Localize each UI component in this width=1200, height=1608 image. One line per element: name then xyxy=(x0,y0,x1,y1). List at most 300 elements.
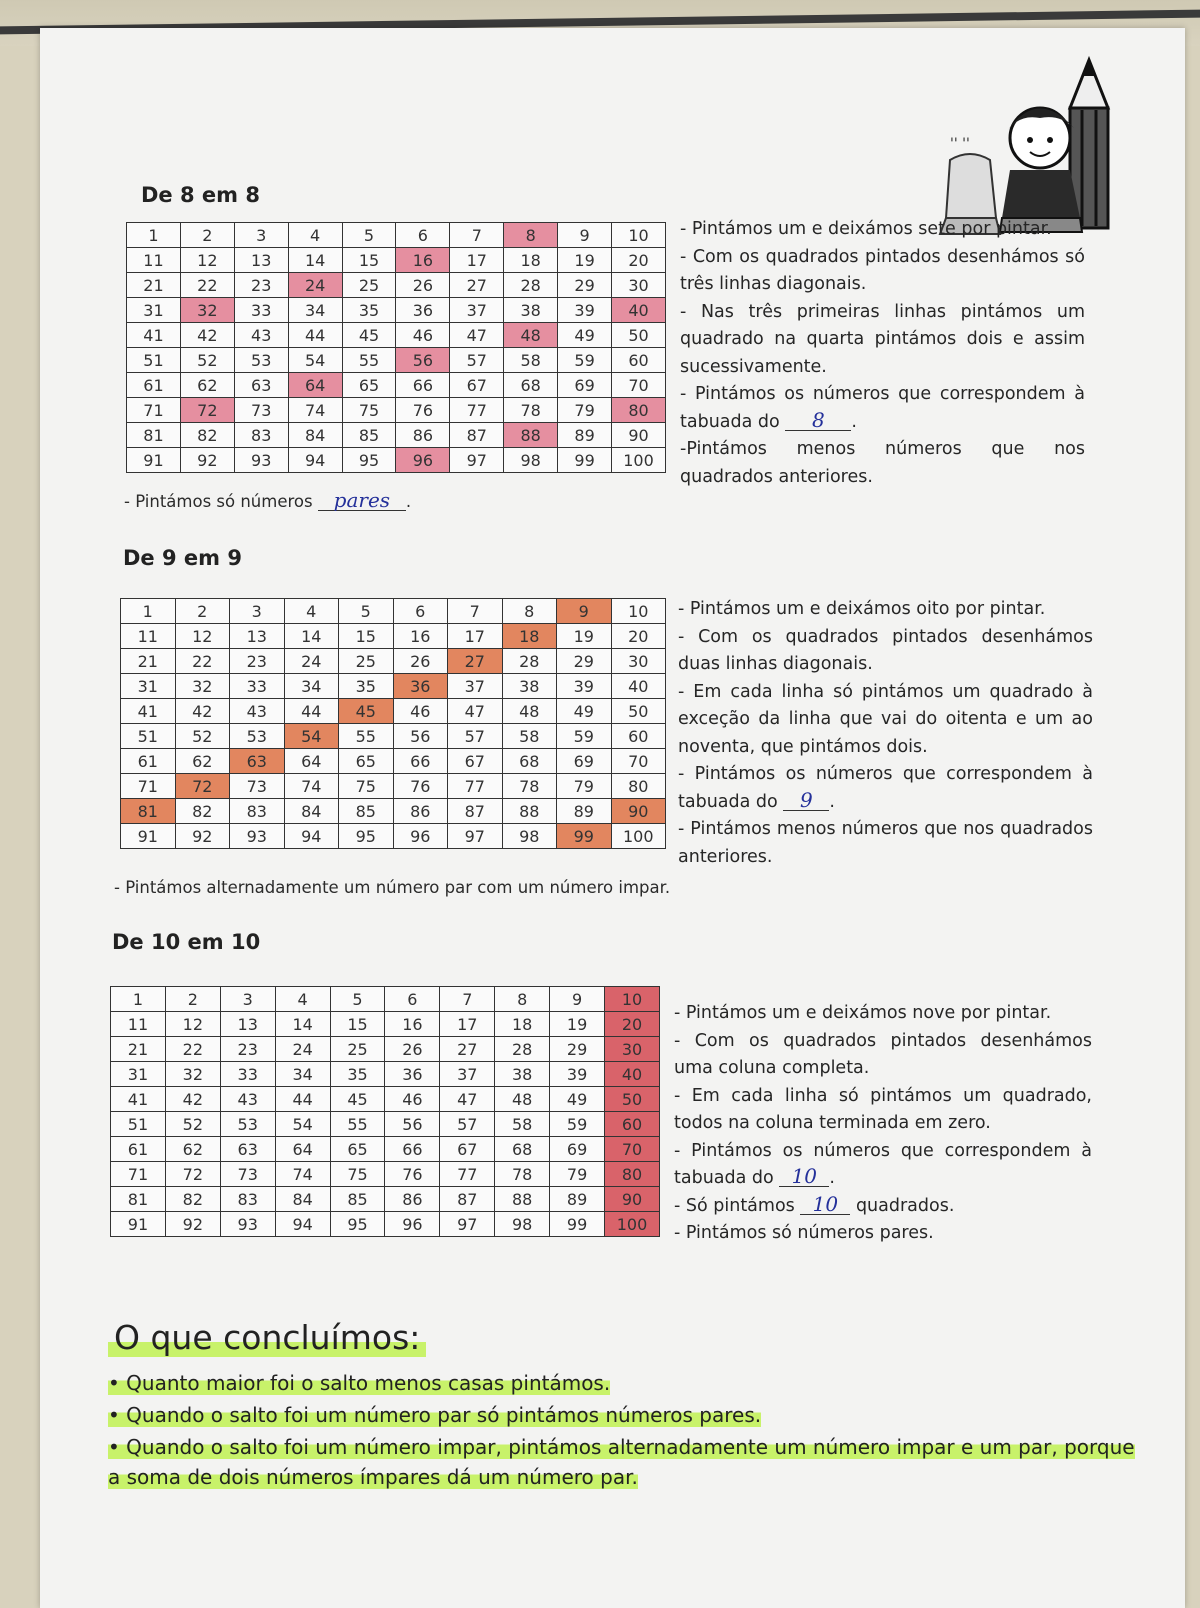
grid-cell: 47 xyxy=(440,1087,495,1112)
grid-row xyxy=(127,298,666,323)
grid-cell: 84 xyxy=(275,1187,330,1212)
grid-row xyxy=(127,348,666,373)
grid-cell: 9 xyxy=(558,223,612,248)
grid-row xyxy=(121,649,666,674)
grid-cell: 40 xyxy=(611,674,666,699)
grid-cell: 23 xyxy=(220,1037,275,1062)
grid-cell: 6 xyxy=(393,599,448,624)
grid-cell: 68 xyxy=(504,373,558,398)
grid-cell-painted: 45 xyxy=(339,699,394,724)
grid-cell: 82 xyxy=(165,1187,220,1212)
section-9-line: - Em cada linha só pintámos um quadrado à exceção da linha que vai do oitenta e um ao noventa, que pintámos dois. xyxy=(678,681,1093,757)
grid-row xyxy=(121,749,666,774)
grid-cell: 93 xyxy=(234,448,288,473)
grid-cell: 51 xyxy=(111,1112,166,1137)
worksheet-page xyxy=(40,28,1185,1608)
grid-cell: 39 xyxy=(557,674,612,699)
grid-cell-painted: 16 xyxy=(396,248,450,273)
grid-cell: 100 xyxy=(611,824,666,849)
grid-cell: 15 xyxy=(342,248,396,273)
grid-row xyxy=(111,1087,660,1112)
grid-cell: 7 xyxy=(450,223,504,248)
number-grid-10 xyxy=(110,986,660,1237)
grid-cell: 14 xyxy=(275,1012,330,1037)
grid-cell: 69 xyxy=(558,373,612,398)
grid-cell: 38 xyxy=(504,298,558,323)
grid-cell: 84 xyxy=(288,423,342,448)
grid-cell: 59 xyxy=(558,348,612,373)
grid-cell-painted: 96 xyxy=(396,448,450,473)
grid-cell: 5 xyxy=(339,599,394,624)
grid-cell: 79 xyxy=(557,774,612,799)
grid-cell: 75 xyxy=(330,1162,385,1187)
grid-cell: 69 xyxy=(557,749,612,774)
grid-cell: 89 xyxy=(557,799,612,824)
grid-cell: 29 xyxy=(557,649,612,674)
grid-cell: 26 xyxy=(393,649,448,674)
grid-cell: 64 xyxy=(275,1137,330,1162)
grid-cell: 49 xyxy=(557,699,612,724)
section-8-line: - Com os quadrados pintados desenhámos só três linhas diagonais. xyxy=(680,246,1085,294)
grid-row xyxy=(111,1112,660,1137)
grid-cell: 35 xyxy=(330,1062,385,1087)
grid-cell-painted: 80 xyxy=(612,398,666,423)
grid-cell: 43 xyxy=(220,1087,275,1112)
grid-cell: 91 xyxy=(127,448,181,473)
grid-cell: 49 xyxy=(550,1087,605,1112)
grid-cell: 99 xyxy=(558,448,612,473)
section-8-line: - Pintámos um e deixámos sete por pintar. xyxy=(680,219,1052,239)
grid-cell: 55 xyxy=(342,348,396,373)
section-10-line: - Pintámos só números pares. xyxy=(674,1223,934,1243)
section-9-line: - Pintámos menos números que nos quadrados anteriores. xyxy=(678,819,1093,867)
grid-cell: 22 xyxy=(180,273,234,298)
handwritten-answer: pares xyxy=(318,490,406,511)
grid-cell: 75 xyxy=(342,398,396,423)
section-8-tabuada-line: - Pintámos os números que correspondem à tabuada do 8 . xyxy=(680,384,1085,432)
grid-cell: 33 xyxy=(234,298,288,323)
grid-cell: 62 xyxy=(175,749,230,774)
grid-cell: 18 xyxy=(504,248,558,273)
grid-cell: 3 xyxy=(234,223,288,248)
grid-cell: 26 xyxy=(385,1037,440,1062)
grid-cell: 14 xyxy=(284,624,339,649)
grid-cell: 31 xyxy=(121,674,176,699)
grid-cell: 49 xyxy=(558,323,612,348)
grid-cell: 68 xyxy=(502,749,557,774)
grid-cell: 61 xyxy=(121,749,176,774)
grid-cell: 42 xyxy=(175,699,230,724)
grid-cell: 53 xyxy=(230,724,285,749)
grid-row xyxy=(111,1162,660,1187)
section-10-count-line: - Só pintámos 10 quadrados. xyxy=(674,1191,955,1216)
grid-cell: 36 xyxy=(396,298,450,323)
grid-cell: 85 xyxy=(339,799,394,824)
grid-cell: 50 xyxy=(612,323,666,348)
grid-cell: 25 xyxy=(330,1037,385,1062)
grid-row xyxy=(127,423,666,448)
grid-cell: 89 xyxy=(550,1187,605,1212)
grid-cell: 71 xyxy=(121,774,176,799)
grid-cell: 84 xyxy=(284,799,339,824)
grid-cell: 20 xyxy=(611,624,666,649)
grid-cell: 56 xyxy=(385,1112,440,1137)
grid-cell: 63 xyxy=(220,1137,275,1162)
grid-cell: 51 xyxy=(121,724,176,749)
grid-cell: 89 xyxy=(558,423,612,448)
grid-cell: 10 xyxy=(611,599,666,624)
grid-row xyxy=(111,1137,660,1162)
grid-cell: 43 xyxy=(230,699,285,724)
grid-cell-painted: 50 xyxy=(605,1087,660,1112)
section-9-description xyxy=(678,596,1093,871)
number-grid-8 xyxy=(126,222,666,473)
grid-cell-painted: 90 xyxy=(605,1187,660,1212)
grid-cell: 48 xyxy=(495,1087,550,1112)
conclusion-title: O que concluímos: xyxy=(108,1318,426,1357)
grid-cell: 71 xyxy=(111,1162,166,1187)
grid-row xyxy=(111,987,660,1012)
grid-cell: 98 xyxy=(502,824,557,849)
grid-cell: 79 xyxy=(558,398,612,423)
conclusion-item: • Quando o salto foi um número par só pintámos números pares. xyxy=(108,1403,762,1427)
grid-cell: 85 xyxy=(330,1187,385,1212)
grid-row xyxy=(121,699,666,724)
grid-cell: 39 xyxy=(550,1062,605,1087)
grid-cell: 13 xyxy=(234,248,288,273)
grid-cell-painted: 70 xyxy=(605,1137,660,1162)
grid-cell: 87 xyxy=(448,799,503,824)
grid-cell-painted: 24 xyxy=(288,273,342,298)
grid-cell: 61 xyxy=(111,1137,166,1162)
grid-row xyxy=(127,373,666,398)
grid-cell: 69 xyxy=(550,1137,605,1162)
grid-cell: 58 xyxy=(504,348,558,373)
grid-cell: 95 xyxy=(342,448,396,473)
grid-cell: 98 xyxy=(504,448,558,473)
grid-cell: 63 xyxy=(234,373,288,398)
grid-cell: 17 xyxy=(450,248,504,273)
grid-cell-painted: 64 xyxy=(288,373,342,398)
grid-cell-painted: 54 xyxy=(284,724,339,749)
grid-cell: 29 xyxy=(558,273,612,298)
grid-cell: 25 xyxy=(342,273,396,298)
grid-cell: 28 xyxy=(495,1037,550,1062)
grid-cell: 2 xyxy=(175,599,230,624)
grid-cell: 35 xyxy=(342,298,396,323)
grid-cell: 94 xyxy=(275,1212,330,1237)
grid-cell: 30 xyxy=(612,273,666,298)
grid-row xyxy=(127,323,666,348)
grid-cell-painted: 99 xyxy=(557,824,612,849)
grid-cell: 22 xyxy=(165,1037,220,1062)
grid-cell: 66 xyxy=(396,373,450,398)
grid-cell: 25 xyxy=(339,649,394,674)
handwritten-answer: 10 xyxy=(779,1166,829,1187)
grid-cell: 44 xyxy=(275,1087,330,1112)
grid-cell: 60 xyxy=(612,348,666,373)
grid-cell: 42 xyxy=(165,1087,220,1112)
grid-cell: 82 xyxy=(180,423,234,448)
number-grid-9 xyxy=(120,598,666,849)
grid-cell: 72 xyxy=(165,1162,220,1187)
grid-cell: 47 xyxy=(448,699,503,724)
grid-cell: 45 xyxy=(342,323,396,348)
grid-cell: 59 xyxy=(550,1112,605,1137)
grid-row xyxy=(127,273,666,298)
grid-cell: 58 xyxy=(502,724,557,749)
grid-cell: 37 xyxy=(450,298,504,323)
grid-cell: 13 xyxy=(230,624,285,649)
grid-cell: 38 xyxy=(502,674,557,699)
grid-cell: 70 xyxy=(612,373,666,398)
grid-cell: 96 xyxy=(393,824,448,849)
grid-cell: 82 xyxy=(175,799,230,824)
section-10-tabuada-line: - Pintámos os números que correspondem à tabuada do 10 . xyxy=(674,1140,1092,1188)
section-10-line: - Em cada linha só pintámos um quadrado, todos na coluna terminada em zero. xyxy=(674,1085,1092,1133)
grid-row xyxy=(121,674,666,699)
grid-cell: 98 xyxy=(495,1212,550,1237)
grid-cell: 95 xyxy=(339,824,394,849)
grid-cell: 13 xyxy=(220,1012,275,1037)
grid-cell: 85 xyxy=(342,423,396,448)
grid-cell: 2 xyxy=(180,223,234,248)
conclusion-item: • Quanto maior foi o salto menos casas pintámos. xyxy=(108,1371,611,1395)
grid-cell: 1 xyxy=(111,987,166,1012)
grid-row xyxy=(127,448,666,473)
grid-cell: 83 xyxy=(234,423,288,448)
grid-cell: 96 xyxy=(385,1212,440,1237)
grid-cell: 81 xyxy=(111,1187,166,1212)
grid-cell: 52 xyxy=(180,348,234,373)
grid-row xyxy=(121,599,666,624)
grid-cell: 44 xyxy=(284,699,339,724)
section-8-heading: De 8 em 8 xyxy=(141,183,260,207)
grid-cell-painted: 32 xyxy=(180,298,234,323)
grid-cell: 73 xyxy=(230,774,285,799)
grid-cell: 74 xyxy=(288,398,342,423)
grid-cell: 1 xyxy=(121,599,176,624)
grid-cell: 88 xyxy=(502,799,557,824)
grid-cell: 100 xyxy=(612,448,666,473)
grid-cell: 53 xyxy=(234,348,288,373)
grid-cell: 23 xyxy=(234,273,288,298)
grid-cell: 65 xyxy=(339,749,394,774)
grid-cell: 67 xyxy=(450,373,504,398)
grid-cell: 58 xyxy=(495,1112,550,1137)
grid-cell: 86 xyxy=(393,799,448,824)
section-9-line: - Pintámos um e deixámos oito por pintar. xyxy=(678,599,1046,619)
grid-cell-painted: 36 xyxy=(393,674,448,699)
grid-cell-painted: 30 xyxy=(605,1037,660,1062)
grid-cell: 73 xyxy=(234,398,288,423)
grid-cell-painted: 81 xyxy=(121,799,176,824)
grid-cell: 12 xyxy=(180,248,234,273)
grid-cell: 26 xyxy=(396,273,450,298)
grid-cell: 4 xyxy=(275,987,330,1012)
grid-cell-painted: 100 xyxy=(605,1212,660,1237)
section-8-line: -Pintámos menos números que nos quadrados anteriores. xyxy=(680,439,1085,487)
grid-cell: 35 xyxy=(339,674,394,699)
grid-cell: 54 xyxy=(288,348,342,373)
grid-cell: 19 xyxy=(550,1012,605,1037)
grid-cell-painted: 72 xyxy=(180,398,234,423)
grid-cell: 33 xyxy=(220,1062,275,1087)
grid-cell-painted: 48 xyxy=(504,323,558,348)
grid-cell: 17 xyxy=(448,624,503,649)
grid-cell: 77 xyxy=(440,1162,495,1187)
grid-cell: 77 xyxy=(450,398,504,423)
grid-cell: 24 xyxy=(284,649,339,674)
grid-cell: 39 xyxy=(558,298,612,323)
section-8-line: - Nas três primeiras linhas pintámos um quadrado na quarta pintámos dois e assim sucessivamente. xyxy=(680,301,1085,377)
grid-row xyxy=(127,248,666,273)
grid-cell: 92 xyxy=(165,1212,220,1237)
grid-cell: 79 xyxy=(550,1162,605,1187)
grid-cell: 76 xyxy=(393,774,448,799)
grid-cell: 41 xyxy=(127,323,181,348)
grid-cell: 27 xyxy=(440,1037,495,1062)
grid-cell: 31 xyxy=(127,298,181,323)
grid-row xyxy=(111,1037,660,1062)
grid-cell: 6 xyxy=(385,987,440,1012)
grid-cell: 66 xyxy=(385,1137,440,1162)
grid-cell: 46 xyxy=(396,323,450,348)
grid-cell: 45 xyxy=(330,1087,385,1112)
grid-cell: 46 xyxy=(393,699,448,724)
grid-cell-painted: 60 xyxy=(605,1112,660,1137)
grid-row xyxy=(111,1012,660,1037)
grid-cell: 5 xyxy=(330,987,385,1012)
grid-cell: 95 xyxy=(330,1212,385,1237)
grid-cell: 97 xyxy=(450,448,504,473)
grid-cell: 14 xyxy=(288,248,342,273)
grid-cell: 77 xyxy=(448,774,503,799)
grid-cell: 57 xyxy=(440,1112,495,1137)
grid-cell: 32 xyxy=(165,1062,220,1087)
child-with-pencil-illustration xyxy=(910,48,1150,238)
section-9-heading: De 9 em 9 xyxy=(123,546,242,570)
grid-cell: 15 xyxy=(339,624,394,649)
grid-row xyxy=(127,398,666,423)
grid-cell: 10 xyxy=(612,223,666,248)
grid-cell-painted: 90 xyxy=(611,799,666,824)
grid-cell: 38 xyxy=(495,1062,550,1087)
grid-row xyxy=(121,799,666,824)
grid-cell: 78 xyxy=(495,1162,550,1187)
grid-cell: 88 xyxy=(495,1187,550,1212)
grid-cell: 44 xyxy=(288,323,342,348)
grid-cell: 31 xyxy=(111,1062,166,1087)
grid-cell: 67 xyxy=(448,749,503,774)
grid-row xyxy=(121,774,666,799)
grid-cell: 34 xyxy=(275,1062,330,1087)
grid-cell: 21 xyxy=(111,1037,166,1062)
grid-cell: 67 xyxy=(440,1137,495,1162)
grid-cell: 16 xyxy=(393,624,448,649)
grid-cell: 56 xyxy=(393,724,448,749)
grid-cell: 76 xyxy=(385,1162,440,1187)
grid-cell-painted: 40 xyxy=(612,298,666,323)
grid-cell: 86 xyxy=(396,423,450,448)
grid-cell: 5 xyxy=(342,223,396,248)
grid-cell-painted: 10 xyxy=(605,987,660,1012)
grid-cell: 71 xyxy=(127,398,181,423)
grid-cell: 80 xyxy=(611,774,666,799)
grid-cell: 46 xyxy=(385,1087,440,1112)
grid-cell: 48 xyxy=(502,699,557,724)
grid-cell: 93 xyxy=(220,1212,275,1237)
grid-cell: 36 xyxy=(385,1062,440,1087)
grid-cell: 30 xyxy=(611,649,666,674)
grid-cell: 18 xyxy=(495,1012,550,1037)
grid-cell: 97 xyxy=(440,1212,495,1237)
grid-cell: 29 xyxy=(550,1037,605,1062)
grid-cell: 81 xyxy=(127,423,181,448)
grid-cell: 19 xyxy=(558,248,612,273)
grid-cell: 55 xyxy=(339,724,394,749)
section-8-description xyxy=(680,216,1085,491)
grid-row xyxy=(121,824,666,849)
grid-cell: 83 xyxy=(220,1187,275,1212)
section-9-note: - Pintámos alternadamente um número par com um número impar. xyxy=(114,878,671,897)
grid-cell: 73 xyxy=(220,1162,275,1187)
grid-cell: 22 xyxy=(175,649,230,674)
grid-cell-painted: 40 xyxy=(605,1062,660,1087)
grid-cell: 62 xyxy=(180,373,234,398)
grid-cell: 34 xyxy=(284,674,339,699)
grid-row xyxy=(127,223,666,248)
grid-cell: 20 xyxy=(612,248,666,273)
grid-cell: 62 xyxy=(165,1137,220,1162)
grid-cell: 55 xyxy=(330,1112,385,1137)
grid-cell-painted: 8 xyxy=(504,223,558,248)
grid-cell: 78 xyxy=(502,774,557,799)
grid-cell: 7 xyxy=(440,987,495,1012)
grid-cell: 4 xyxy=(284,599,339,624)
grid-row xyxy=(111,1187,660,1212)
grid-cell: 60 xyxy=(611,724,666,749)
handwritten-answer: 8 xyxy=(785,410,851,431)
grid-cell: 70 xyxy=(611,749,666,774)
handwritten-answer: 9 xyxy=(783,790,829,811)
grid-cell: 94 xyxy=(284,824,339,849)
grid-cell: 43 xyxy=(234,323,288,348)
section-9-tabuada-line: - Pintámos os números que correspondem à tabuada do 9 . xyxy=(678,764,1093,812)
grid-cell: 65 xyxy=(342,373,396,398)
grid-cell: 7 xyxy=(448,599,503,624)
grid-cell: 19 xyxy=(557,624,612,649)
grid-cell: 11 xyxy=(121,624,176,649)
grid-cell: 57 xyxy=(448,724,503,749)
grid-cell: 41 xyxy=(111,1087,166,1112)
grid-cell-painted: 80 xyxy=(605,1162,660,1187)
grid-cell: 92 xyxy=(180,448,234,473)
grid-cell: 28 xyxy=(502,649,557,674)
grid-cell: 94 xyxy=(288,448,342,473)
grid-cell: 75 xyxy=(339,774,394,799)
grid-cell: 97 xyxy=(448,824,503,849)
grid-cell: 52 xyxy=(165,1112,220,1137)
grid-cell: 2 xyxy=(165,987,220,1012)
grid-cell: 15 xyxy=(330,1012,385,1037)
grid-cell: 42 xyxy=(180,323,234,348)
conclusion-item: • Quando o salto foi um número impar, pintámos alternadamente um número impar e um par, porque a soma de dois números ímpares dá um número par. xyxy=(108,1435,1135,1489)
grid-cell: 83 xyxy=(230,799,285,824)
grid-cell: 68 xyxy=(495,1137,550,1162)
grid-cell: 12 xyxy=(165,1012,220,1037)
grid-cell: 47 xyxy=(450,323,504,348)
